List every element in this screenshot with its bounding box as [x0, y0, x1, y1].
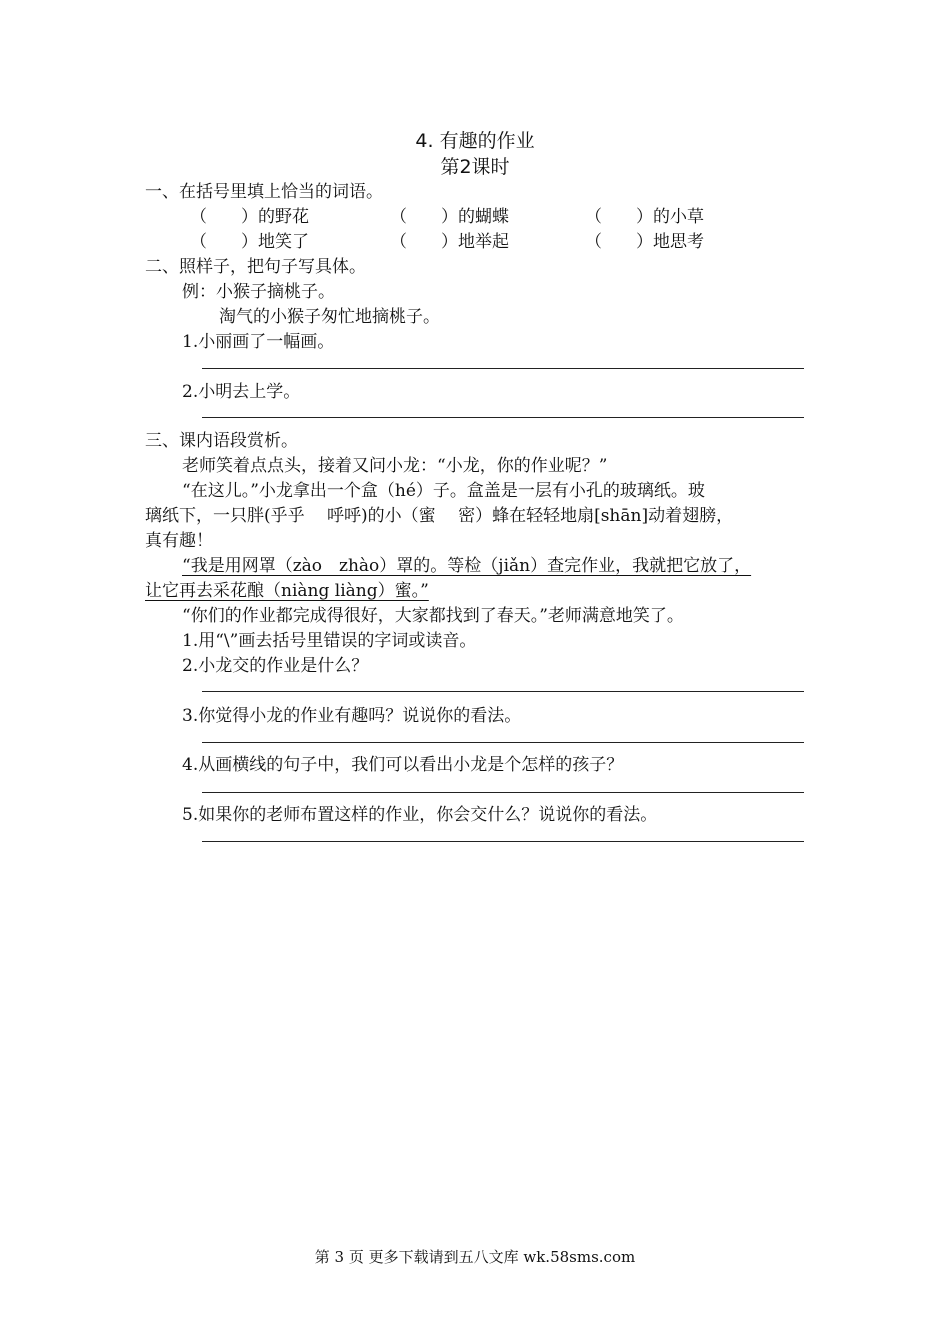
section3-heading: 三、课内语段赏析。 [145, 431, 298, 451]
fill-blank-item: （ ）地笑了 [190, 232, 309, 252]
answer-line[interactable] [202, 417, 804, 418]
question-item: 4.从画横线的句子中，我们可以看出小龙是个怎样的孩子？ [182, 755, 624, 775]
passage-line: 真有趣！ [145, 531, 213, 551]
section2-heading: 二、照样子，把句子写具体。 [145, 257, 366, 277]
passage-line: “在这儿。”小龙拿出一个盒（hé）子。盒盖是一层有小孔的玻璃纸。玻 [182, 481, 705, 501]
answer-line[interactable] [202, 841, 804, 842]
question-item: 2.小明去上学。 [182, 382, 301, 402]
question-item: 5.如果你的老师布置这样的作业，你会交什么？说说你的看法。 [182, 805, 658, 825]
answer-line[interactable] [202, 368, 804, 369]
fill-blank-item: （ ）的小草 [585, 207, 704, 227]
answer-line[interactable] [202, 742, 804, 743]
question-item: 1.小丽画了一幅画。 [182, 332, 335, 352]
example-answer: 淘气的小猴子匆忙地摘桃子。 [219, 307, 440, 327]
question-item: 3.你觉得小龙的作业有趣吗？说说你的看法。 [182, 706, 522, 726]
page-footer: 第 3 页 更多下载请到五八文库 wk.58sms.com [314, 1248, 636, 1266]
fill-blank-item: （ ）地思考 [585, 232, 704, 252]
fill-blank-item: （ ）的野花 [190, 207, 309, 227]
page-subtitle: 第2课时 [440, 156, 510, 178]
underlined-sentence: “我是用网罩（zào zhào）罩的。等检（jiǎn）查完作业，我就把它放了， [182, 556, 752, 576]
underlined-sentence: 让它再去采花酿（niàng liàng）蜜。” [145, 581, 429, 601]
section1-heading: 一、在括号里填上恰当的词语。 [145, 182, 383, 202]
answer-line[interactable] [202, 792, 804, 793]
answer-line[interactable] [202, 691, 804, 692]
fill-blank-item: （ ）的蝴蝶 [390, 207, 509, 227]
passage-line: 老师笑着点点头，接着又问小龙：“小龙，你的作业呢？” [182, 456, 608, 476]
example-sentence: 例：小猴子摘桃子。 [182, 282, 335, 302]
question-item: 2.小龙交的作业是什么？ [182, 656, 369, 676]
question-item: 1.用“\”画去括号里错误的字词或读音。 [182, 631, 477, 651]
fill-blank-item: （ ）地举起 [390, 232, 509, 252]
page-title: 4. 有趣的作业 [415, 130, 535, 152]
passage-line: 璃纸下，一只胖(乎乎 呼呼)的小（蜜 密）蜂在轻轻地扇[shān]动着翅膀， [145, 506, 734, 526]
passage-line: “你们的作业都完成得很好，大家都找到了春天。”老师满意地笑了。 [182, 606, 684, 626]
